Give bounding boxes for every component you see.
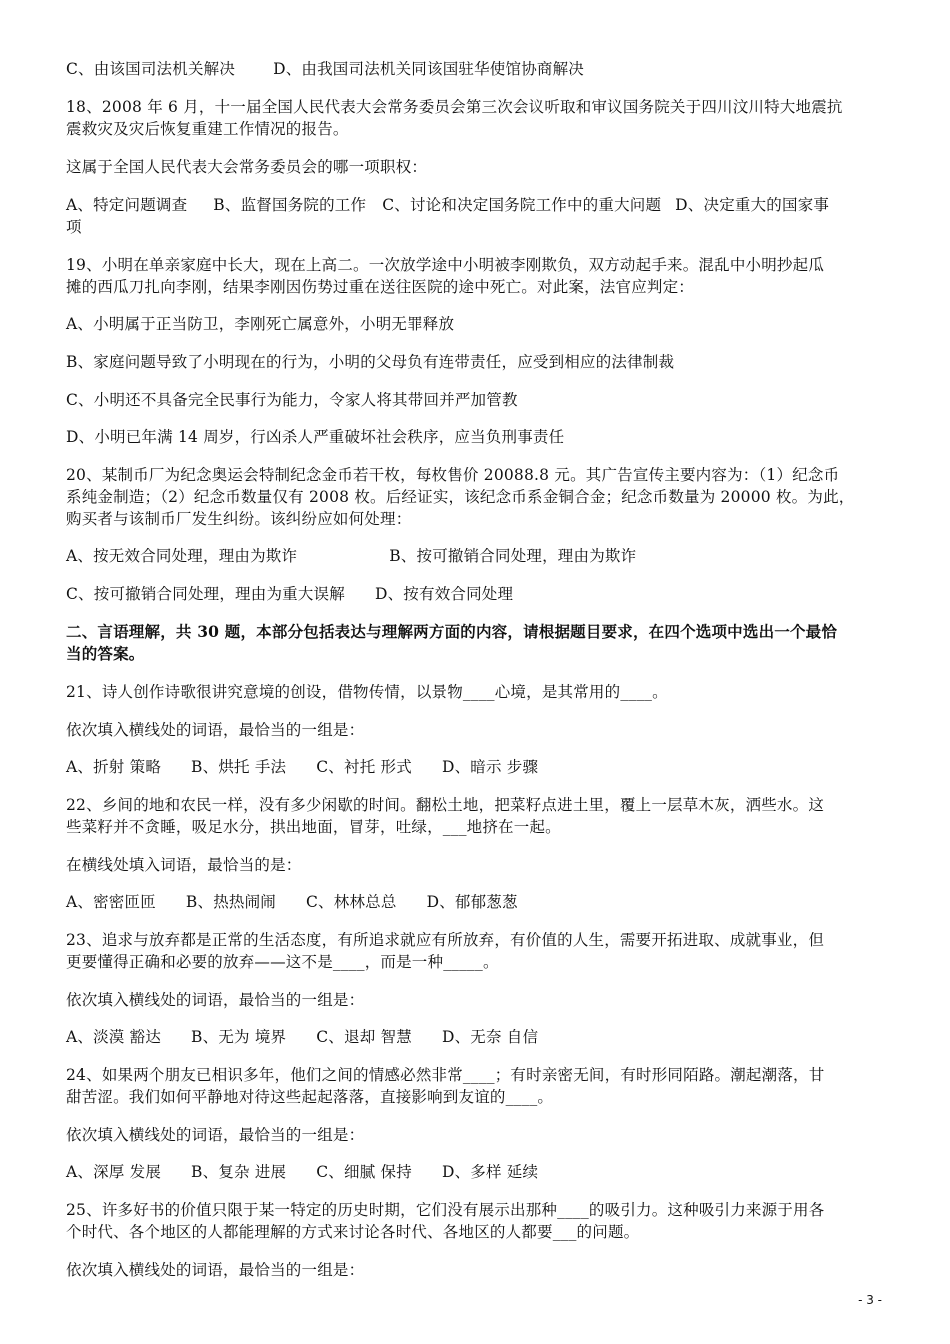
q18-option-c: C、讨论和决定国务院工作中的重大问题 (382, 196, 662, 214)
q21-option-d: D、暗示 步骤 (441, 758, 539, 776)
q24-option-a: A、深厚 发展 (66, 1163, 162, 1181)
q19-option-d: D、小明已年满 14 周岁，行凶杀人严重破坏社会秩序，应当负刑事责任 (66, 428, 565, 446)
q23-options (66, 1027, 538, 1047)
q23-question: 依次填入横线处的词语，最恰当的一组是： (66, 991, 365, 1009)
q24-option-c: C、细腻 保持 (316, 1163, 412, 1181)
q25-question: 依次填入横线处的词语，最恰当的一组是： (66, 1261, 365, 1279)
q22-option-c: C、林林总总 (306, 893, 397, 911)
q20-stem-line-2: 系纯金制造；（2）纪念币数量仅有 2008 枚。后经证实，该纪念币系金铜合金；纪念币数量为 20000 枚。为此， (66, 488, 855, 506)
q22-stem-line-2: 些菜籽并不贪睡，吸足水分，拱出地面，冒芽，吐绿，___地挤在一起。 (66, 818, 561, 836)
q24-stem-line-2: 甜苦涩。我们如何平静地对待这些起起落落，直接影响到友谊的____。 (66, 1088, 554, 1106)
q18-stem-line-1: 18、2008 年 6 月，十一届全国人民代表大会常务委员会第三次会议听取和审议国务院关于四川汶川特大地震抗 (66, 98, 843, 116)
q24-option-b: B、复杂 进展 (191, 1163, 287, 1181)
q19-stem-line-2: 摊的西瓜刀扎向李刚，结果李刚因伤势过重在送往医院的途中死亡。对此案，法官应判定： (66, 278, 695, 296)
q18-option-b: B、监督国务院的工作 (213, 196, 367, 214)
q24-options (66, 1162, 538, 1182)
q24-stem-line-1: 24、如果两个朋友已相识多年，他们之间的情感必然非常____；有时亲密无间，有时形同陌路。潮起潮落，甘 (66, 1066, 825, 1084)
q22-question: 在横线处填入词语，最恰当的是： (66, 856, 302, 874)
q18-stem-line-2: 震救灾及灾后恢复重建工作情况的报告。 (66, 120, 349, 138)
q25-stem-line-1: 25、许多好书的价值只限于某一特定的历史时期，它们没有展示出那种____的吸引力。这种吸引力来源于用各 (66, 1201, 825, 1219)
section-2-heading-line-1: 二、言语理解，共 30 题，本部分包括表达与理解两方面的内容，请根据题目要求，在四个选项中选出一个最恰 (66, 622, 838, 641)
q20-options-row-2 (66, 584, 513, 604)
q19-stem-line-1: 19、小明在单亲家庭中长大，现在上高二。一次放学途中小明被李刚欺负，双方动起手来。混乱中小明抄起瓜 (66, 256, 825, 274)
q18-option-a: A、特定问题调查 (66, 196, 188, 214)
q22-stem-line-1: 22、乡间的地和农民一样，没有多少闲歇的时间。翻松土地，把菜籽点进土里，覆上一层草木灰，洒些水。这 (66, 796, 825, 814)
q19-option-a: A、小明属于正当防卫，李刚死亡属意外，小明无罪释放 (66, 315, 455, 333)
q20-option-a: A、按无效合同处理，理由为欺诈 (66, 547, 298, 565)
q20-option-c: C、按可撤销合同处理，理由为重大误解 (66, 585, 345, 603)
q20-option-d: D、按有效合同处理 (374, 585, 514, 603)
q18-options (66, 195, 829, 215)
q20-options-row-1 (66, 546, 636, 566)
q18-question: 这属于全国人民代表大会常务委员会的哪一项职权： (66, 158, 428, 176)
q21-question: 依次填入横线处的词语，最恰当的一组是： (66, 721, 365, 739)
q21-stem: 21、诗人创作诗歌很讲究意境的创设，借物传情，以景物____心境，是其常用的____。 (66, 683, 668, 701)
q20-option-b: B、按可撤销合同处理，理由为欺诈 (389, 547, 637, 565)
page-number: - 3 - (858, 1293, 882, 1307)
q23-stem-line-2: 更要懂得正确和必要的放弃——这不是____，而是一种_____。 (66, 953, 499, 971)
q21-option-b: B、烘托 手法 (191, 758, 287, 776)
q22-options (66, 892, 518, 912)
q25-stem-line-2: 个时代、各个地区的人都能理解的方式来讨论各时代、各地区的人都要___的问题。 (66, 1223, 640, 1241)
q20-stem-line-1: 20、某制币厂为纪念奥运会特制纪念金币若干枚，每枚售价 20088.8 元。其广告宣传主要内容为：（1）纪念币 (66, 466, 840, 484)
q22-option-a: A、密密匝匝 (66, 893, 156, 911)
q21-options (66, 757, 538, 777)
q18-option-d-wrap: 项 (66, 218, 82, 236)
q21-option-a: A、折射 策略 (66, 758, 162, 776)
q23-option-d: D、无奈 自信 (441, 1028, 539, 1046)
q23-option-c: C、退却 智慧 (316, 1028, 412, 1046)
q19-option-c: C、小明还不具备完全民事行为能力，令家人将其带回并严加管教 (66, 391, 518, 409)
section-2-heading-line-2: 当的答案。 (66, 644, 145, 663)
q23-option-b: B、无为 境界 (191, 1028, 287, 1046)
q20-stem-line-3: 购买者与该制币厂发生纠纷。该纠纷应如何处理： (66, 510, 412, 528)
q23-stem-line-1: 23、追求与放弃都是正常的生活态度，有所追求就应有所放弃，有价值的人生，需要开拓进取、成就事业，但 (66, 931, 825, 949)
q19-option-b: B、家庭问题导致了小明现在的行为，小明的父母负有连带责任，应受到相应的法律制裁 (66, 353, 675, 371)
q23-option-a: A、淡漠 豁达 (66, 1028, 162, 1046)
q18-option-d: D、决定重大的国家事 (675, 196, 830, 214)
q22-option-b: B、热热闹闹 (185, 893, 276, 911)
q17-option-d: D、由我国司法机关同该国驻华使馆协商解决 (273, 60, 584, 78)
q24-question: 依次填入横线处的词语，最恰当的一组是： (66, 1126, 365, 1144)
q24-option-d: D、多样 延续 (441, 1163, 539, 1181)
q17-option-c: C、由该国司法机关解决 (66, 60, 236, 78)
q21-option-c: C、衬托 形式 (316, 758, 412, 776)
q22-option-d: D、郁郁葱葱 (426, 893, 518, 911)
q17-options (66, 59, 584, 79)
